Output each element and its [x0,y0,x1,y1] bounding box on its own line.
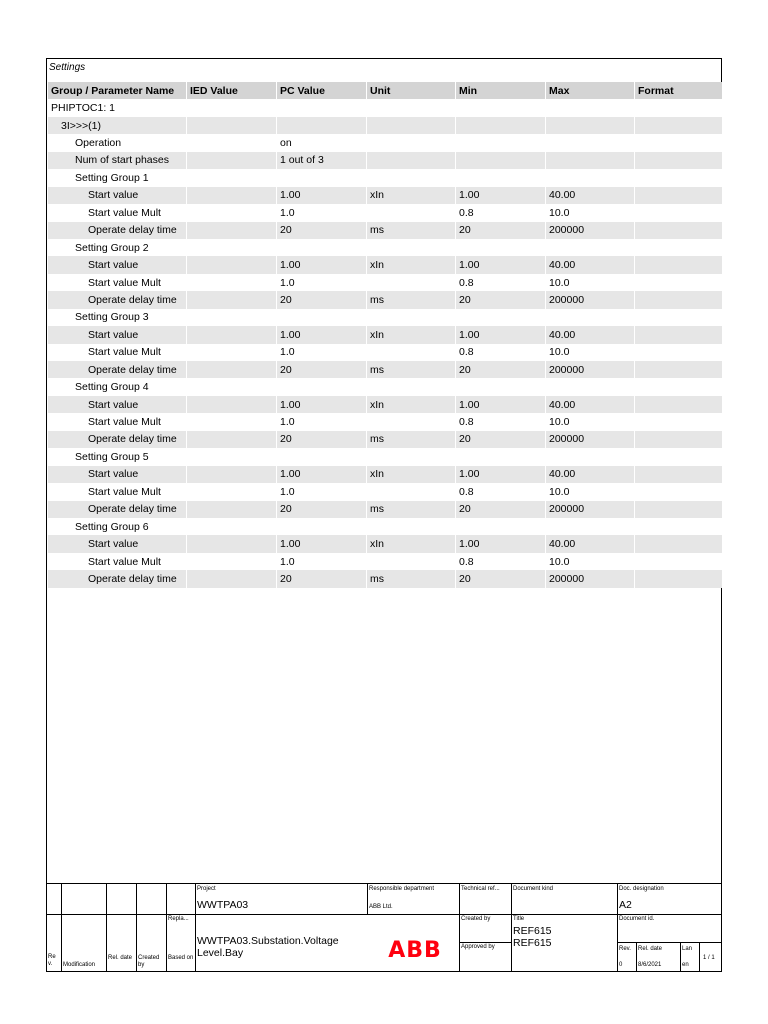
format-cell [635,378,722,395]
max-cell: 40.00 [546,187,635,204]
table-row [48,117,722,134]
pc-cell [277,99,367,116]
format-cell [635,169,722,186]
max-cell: 200000 [546,222,635,239]
max-cell [546,309,635,326]
max-cell [546,169,635,186]
min-cell: 20 [456,431,546,448]
ied-cell [187,396,277,413]
created-by-column-label: Created by [138,955,160,968]
parameter-name-cell: Start value [48,535,187,552]
format-cell [635,483,722,500]
rel-date-label: Rel. date [638,946,663,952]
column-header: Format [635,82,722,99]
table-row [48,344,722,361]
location-value: WWTPA03.Substation.Voltage Level.Bay [197,935,339,959]
section-title: Settings [49,62,86,73]
table-row [48,222,722,239]
table-row [48,187,722,204]
ied-cell [187,169,277,186]
unit-cell: xIn [367,535,456,552]
rev-label: Rev. [619,946,631,952]
parameter-name-cell: Operate delay time [48,431,187,448]
min-cell [456,169,546,186]
pc-cell: 1.00 [277,256,367,273]
min-cell: 0.8 [456,204,546,221]
max-cell [546,117,635,134]
format-cell [635,535,722,552]
title-line-2: REF615 [513,937,552,949]
parameter-name-cell: Operate delay time [48,291,187,308]
pc-cell: 20 [277,291,367,308]
unit-cell: ms [367,431,456,448]
ied-cell [187,187,277,204]
release-date-column-label: Rel. date [108,955,133,961]
language-label: Lan [682,946,693,952]
revision-column-label: Re v. [48,954,56,967]
parameter-name-cell: Start value Mult [48,413,187,430]
document-frame [46,58,722,972]
pc-cell: 1.00 [277,466,367,483]
svg-text:ABB: ABB [388,938,442,960]
ied-cell [187,256,277,273]
format-cell [635,222,722,239]
pc-cell [277,239,367,256]
table-row [48,378,722,395]
ied-cell [187,553,277,570]
pc-cell: 1 out of 3 [277,152,367,169]
ied-cell [187,134,277,151]
column-header: Unit [367,82,456,99]
table-row [48,518,722,535]
unit-cell [367,518,456,535]
ied-cell [187,466,277,483]
unit-cell [367,134,456,151]
pc-cell: 1.0 [277,274,367,291]
unit-cell [367,204,456,221]
pc-cell [277,169,367,186]
max-cell: 40.00 [546,466,635,483]
min-cell: 1.00 [456,396,546,413]
max-cell: 200000 [546,501,635,518]
min-cell: 20 [456,222,546,239]
table-row [48,239,722,256]
abb-logo [382,938,448,960]
unit-cell: xIn [367,326,456,343]
format-cell [635,431,722,448]
ied-cell [187,117,277,134]
ied-cell [187,570,277,587]
sheet-number: 1 / 1 [703,955,715,961]
unit-cell: ms [367,501,456,518]
ied-cell [187,99,277,116]
max-cell [546,518,635,535]
table-row [48,99,722,116]
min-cell [456,117,546,134]
pc-cell: 1.0 [277,413,367,430]
rev-value: 0 [619,962,623,968]
pc-cell [277,448,367,465]
ied-cell [187,448,277,465]
max-cell: 200000 [546,431,635,448]
parameter-name-cell: Start value [48,396,187,413]
table-row [48,448,722,465]
ied-cell [187,309,277,326]
table-row [48,466,722,483]
parameter-name-cell: Setting Group 2 [48,239,187,256]
parameter-name-cell: Start value Mult [48,483,187,500]
max-cell: 40.00 [546,256,635,273]
parameter-name-cell: Operate delay time [48,361,187,378]
min-cell: 1.00 [456,187,546,204]
max-cell [546,448,635,465]
ied-cell [187,535,277,552]
min-cell: 1.00 [456,256,546,273]
unit-cell [367,344,456,361]
min-cell [456,152,546,169]
min-cell: 1.00 [456,466,546,483]
min-cell [456,378,546,395]
pc-cell: 1.00 [277,326,367,343]
table-row [48,501,722,518]
format-cell [635,326,722,343]
column-header: PC Value [277,82,367,99]
format-cell [635,239,722,256]
unit-cell: ms [367,222,456,239]
unit-cell [367,378,456,395]
format-cell [635,274,722,291]
table-row [48,570,722,587]
max-cell: 200000 [546,570,635,587]
format-cell [635,466,722,483]
max-cell: 200000 [546,361,635,378]
format-cell [635,344,722,361]
max-cell [546,99,635,116]
ied-cell [187,378,277,395]
settings-table-body [48,99,722,587]
table-row [48,152,722,169]
unit-cell [367,274,456,291]
project-label: Project [197,886,216,892]
format-cell [635,117,722,134]
table-row [48,483,722,500]
min-cell: 20 [456,570,546,587]
doc-designation-label: Doc. designation [619,886,664,892]
document-id-label: Document id. [619,916,655,922]
responsible-department-value: ABB Ltd. [369,904,393,910]
table-row [48,326,722,343]
table-header-row [48,82,722,99]
unit-cell [367,99,456,116]
min-cell [456,134,546,151]
pc-cell [277,378,367,395]
unit-cell [367,413,456,430]
format-cell [635,187,722,204]
table-row [48,413,722,430]
ied-cell [187,239,277,256]
format-cell [635,99,722,116]
min-cell: 0.8 [456,344,546,361]
max-cell: 10.0 [546,274,635,291]
responsible-department-label: Responsible department [369,886,435,892]
min-cell: 0.8 [456,274,546,291]
format-cell [635,448,722,465]
table-row [48,204,722,221]
parameter-name-cell: Start value Mult [48,204,187,221]
min-cell: 0.8 [456,553,546,570]
format-cell [635,361,722,378]
table-row [48,134,722,151]
max-cell: 10.0 [546,553,635,570]
pc-cell [277,309,367,326]
column-header: Group / Parameter Name [48,82,187,99]
max-cell [546,378,635,395]
pc-cell: 1.00 [277,535,367,552]
title-line-1: REF615 [513,925,552,937]
approved-by-label: Approved by [461,944,495,950]
min-cell: 20 [456,291,546,308]
table-row [48,309,722,326]
ied-cell [187,501,277,518]
unit-cell: xIn [367,187,456,204]
unit-cell: ms [367,570,456,587]
unit-cell [367,553,456,570]
ied-cell [187,344,277,361]
format-cell [635,204,722,221]
parameter-name-cell: 3I>>>(1) [48,117,187,134]
pc-cell: 1.0 [277,344,367,361]
table-row [48,431,722,448]
max-cell [546,134,635,151]
settings-table [47,82,722,588]
table-row [48,535,722,552]
min-cell: 0.8 [456,483,546,500]
format-cell [635,518,722,535]
unit-cell [367,169,456,186]
min-cell [456,309,546,326]
format-cell [635,152,722,169]
parameter-name-cell: Start value [48,256,187,273]
unit-cell [367,483,456,500]
unit-cell [367,239,456,256]
format-cell [635,501,722,518]
parameter-name-cell: Num of start phases [48,152,187,169]
min-cell: 1.00 [456,535,546,552]
ied-cell [187,222,277,239]
min-cell [456,99,546,116]
parameter-name-cell: Start value Mult [48,274,187,291]
created-by-label: Created by [461,916,491,922]
ied-cell [187,326,277,343]
doc-designation-value: A2 [619,899,632,911]
min-cell: 20 [456,361,546,378]
title-block [47,883,721,971]
ied-cell [187,483,277,500]
ied-cell [187,413,277,430]
pc-cell [277,518,367,535]
max-cell: 200000 [546,291,635,308]
parameter-name-cell: Setting Group 3 [48,309,187,326]
language-value: en [682,962,689,968]
ied-cell [187,291,277,308]
unit-cell [367,152,456,169]
max-cell: 10.0 [546,204,635,221]
min-cell: 0.8 [456,413,546,430]
format-cell [635,291,722,308]
ied-cell [187,204,277,221]
column-header: Min [456,82,546,99]
unit-cell: xIn [367,256,456,273]
unit-cell [367,117,456,134]
max-cell [546,239,635,256]
parameter-name-cell: Start value [48,326,187,343]
format-cell [635,256,722,273]
pc-cell: 20 [277,222,367,239]
format-cell [635,553,722,570]
unit-cell: ms [367,291,456,308]
parameter-name-cell: Start value [48,466,187,483]
unit-cell: ms [367,361,456,378]
unit-cell [367,448,456,465]
project-value: WWTPA03 [197,899,249,911]
min-cell [456,239,546,256]
min-cell: 1.00 [456,326,546,343]
pc-cell: 1.0 [277,204,367,221]
pc-cell: 1.0 [277,553,367,570]
pc-cell: 20 [277,431,367,448]
unit-cell [367,309,456,326]
column-header: Max [546,82,635,99]
ied-cell [187,274,277,291]
pc-cell: 20 [277,570,367,587]
unit-cell: xIn [367,396,456,413]
document-kind-label: Document kind [513,886,554,892]
parameter-name-cell: Setting Group 6 [48,518,187,535]
parameter-name-cell: Setting Group 5 [48,448,187,465]
rel-date-value: 8/6/2021 [638,962,662,968]
pc-cell: 1.00 [277,187,367,204]
max-cell: 40.00 [546,396,635,413]
parameter-name-cell: Setting Group 1 [48,169,187,186]
max-cell: 10.0 [546,413,635,430]
ied-cell [187,152,277,169]
max-cell: 10.0 [546,344,635,361]
parameter-name-cell: Operate delay time [48,501,187,518]
table-row [48,274,722,291]
format-cell [635,396,722,413]
format-cell [635,413,722,430]
ied-cell [187,431,277,448]
parameter-name-cell: Operation [48,134,187,151]
parameter-name-cell: Setting Group 4 [48,378,187,395]
table-row [48,553,722,570]
table-row [48,256,722,273]
column-header: IED Value [187,82,277,99]
max-cell: 40.00 [546,326,635,343]
parameter-name-cell: PHIPTOC1: 1 [48,99,187,116]
parameter-name-cell: Start value Mult [48,553,187,570]
max-cell [546,152,635,169]
technical-reference-label: Technical ref... [461,886,500,892]
parameter-name-cell: Start value Mult [48,344,187,361]
replaces-label: Repla... [168,916,189,922]
format-cell [635,309,722,326]
table-row [48,291,722,308]
parameter-name-cell: Operate delay time [48,570,187,587]
pc-cell: on [277,134,367,151]
format-cell [635,570,722,587]
based-on-column-label: Based on [168,955,194,961]
ied-cell [187,518,277,535]
pc-cell [277,117,367,134]
parameter-name-cell: Operate delay time [48,222,187,239]
pc-cell: 20 [277,361,367,378]
min-cell: 20 [456,501,546,518]
unit-cell: xIn [367,466,456,483]
max-cell: 40.00 [546,535,635,552]
max-cell: 10.0 [546,483,635,500]
title-label: Title [513,916,525,922]
table-row [48,169,722,186]
pc-cell: 20 [277,501,367,518]
pc-cell: 1.00 [277,396,367,413]
format-cell [635,134,722,151]
parameter-name-cell: Start value [48,187,187,204]
modification-column-label: Modification [63,962,96,968]
min-cell [456,448,546,465]
pc-cell: 1.0 [277,483,367,500]
ied-cell [187,361,277,378]
min-cell [456,518,546,535]
table-row [48,361,722,378]
table-row [48,396,722,413]
